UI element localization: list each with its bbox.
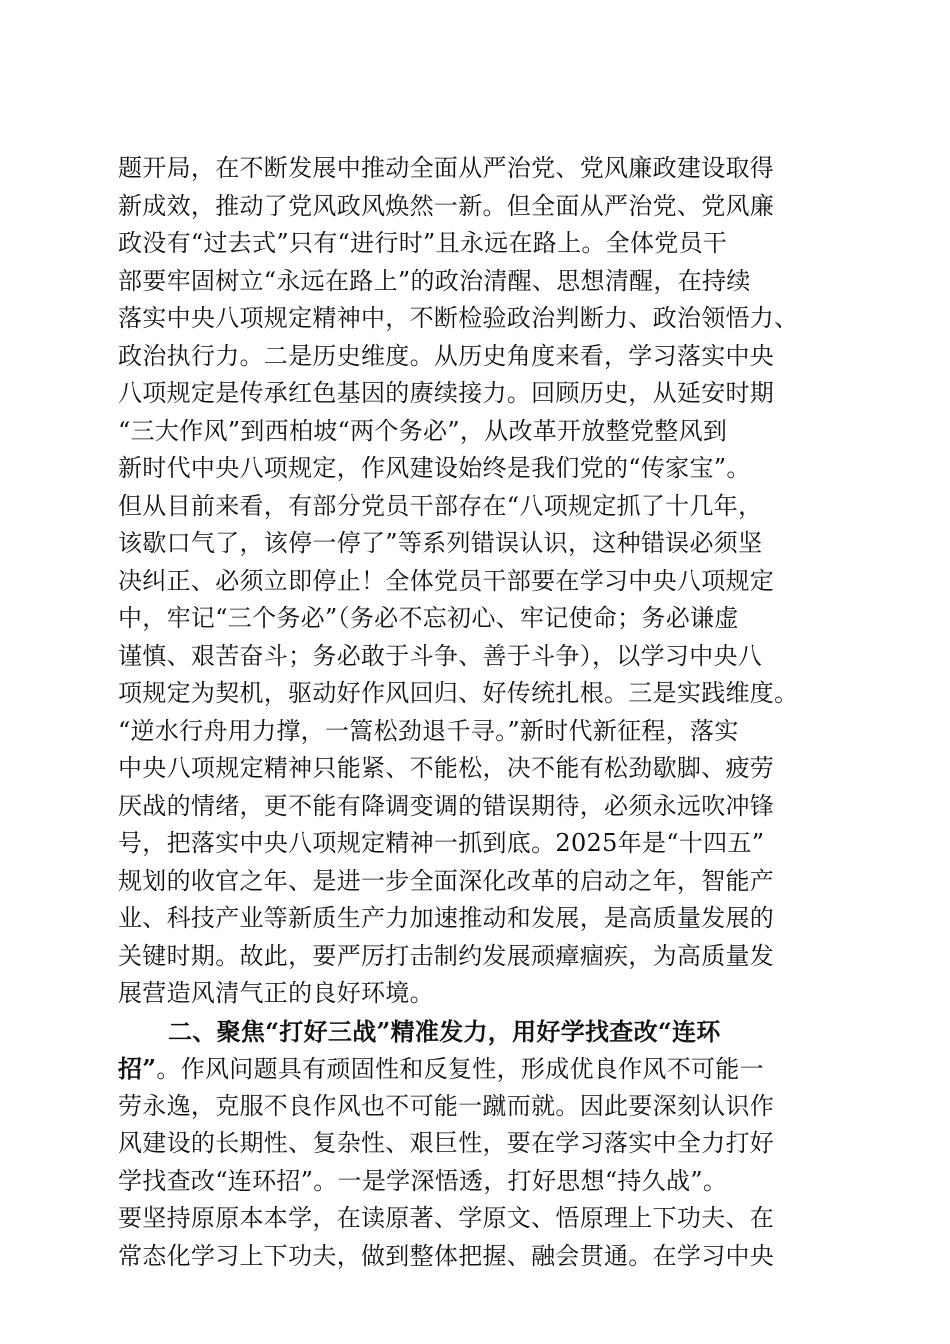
paragraph-line: 项规定为契机，驱动好作风回归、好传统扎根。三是实践维度。 bbox=[118, 679, 799, 707]
paragraph-line: 劳永逸，克服不良作风也不可能一蹴而就。因此要深刻认识作 bbox=[118, 1091, 775, 1120]
paragraph-line: 政没有“过去式”只有“进行时”且永远在路上。全体党员干 bbox=[118, 229, 728, 257]
paragraph-line: “逆水行舟用力撑，一篙松劲退千寻。”新时代新征程，落实 bbox=[118, 716, 739, 745]
paragraph-line: 谨慎、艰苦奋斗；务必敢于斗争、善于斗争），以学习中央八 bbox=[118, 641, 763, 670]
paragraph-line: 常态化学习上下功夫，做到整体把握、融会贯通。在学习中央 bbox=[118, 1241, 775, 1270]
paragraph-line: 该歇口气了，该停一停了”等系列错误认识，这种错误必须坚 bbox=[118, 529, 763, 557]
paragraph-line: 部要牢固树立“永远在路上”的政治清醒、思想清醒，在持续 bbox=[118, 266, 751, 295]
paragraph-line: 厌战的情绪，更不能有降调变调的错误期待，必须永远吹冲锋 bbox=[118, 791, 775, 820]
paragraph-line: 题开局，在不断发展中推动全面从严治党、党风廉政建设取得 bbox=[118, 154, 775, 182]
paragraph-line: 学找查改“连环招”。一是学深悟透，打好思想“持久战”。 bbox=[118, 1166, 728, 1195]
paragraph-line: 号，把落实中央八项规定精神一抓到底。2025年是“十四五” bbox=[118, 829, 765, 857]
paragraph-text: 。作风问题具有顽固性和反复性，形成优良作风不可能一 bbox=[156, 1055, 764, 1083]
paragraph-line: 新时代中央八项规定，作风建设始终是我们党的“传家宝”。 bbox=[118, 454, 751, 482]
paragraph-line: 决纠正、必须立即停止！全体党员干部要在学习中央八项规定 bbox=[118, 566, 775, 595]
paragraph-line: 八项规定是传承红色基因的赓续接力。回顾历史，从延安时期 bbox=[118, 379, 775, 407]
paragraph-line: 风建设的长期性、复杂性、艰巨性，要在学习落实中全力打好 bbox=[118, 1129, 775, 1157]
paragraph-line: 业、科技产业等新质生产力加速推动和发展，是高质量发展的 bbox=[118, 904, 775, 932]
paragraph-line: 展营造风清气正的良好环境。 bbox=[118, 979, 434, 1007]
section-heading-end: 招” bbox=[118, 1054, 157, 1083]
paragraph-line: 政治执行力。二是历史维度。从历史角度来看，学习落实中央 bbox=[118, 341, 775, 370]
section-heading: 二、聚焦“打好三战”精准发力，用好学找查改“连环 bbox=[168, 1016, 721, 1046]
body-text bbox=[118, 150, 858, 1275]
paragraph-line: 落实中央八项规定精神中，不断检验政治判断力、政治领悟力、 bbox=[118, 304, 799, 332]
paragraph-line: 新成效，推动了党风政风焕然一新。但全面从严治党、党风廉 bbox=[118, 191, 775, 220]
paragraph-line: 关键时期。故此，要严厉打击制约发展顽瘴痼疾，为高质量发 bbox=[118, 941, 775, 970]
paragraph-line: 规划的收官之年、是进一步全面深化改革的启动之年，智能产 bbox=[118, 866, 775, 895]
paragraph-line: 要坚持原原本本学，在读原著、学原文、悟原理上下功夫、在 bbox=[118, 1204, 775, 1232]
paragraph-line: “三大作风”到西柏坡“两个务必”，从改革开放整党整风到 bbox=[118, 416, 728, 445]
paragraph-line: 中央八项规定精神只能紧、不能松，决不能有松劲歇脚、疲劳 bbox=[118, 754, 775, 782]
section-heading-continuation bbox=[118, 1050, 858, 1088]
paragraph-line: 但从目前来看，有部分党员干部存在“八项规定抓了十几年， bbox=[118, 491, 763, 520]
paragraph-line: 中，牢记“三个务必”（务必不忘初心、牢记使命；务必谦虚 bbox=[118, 604, 739, 632]
